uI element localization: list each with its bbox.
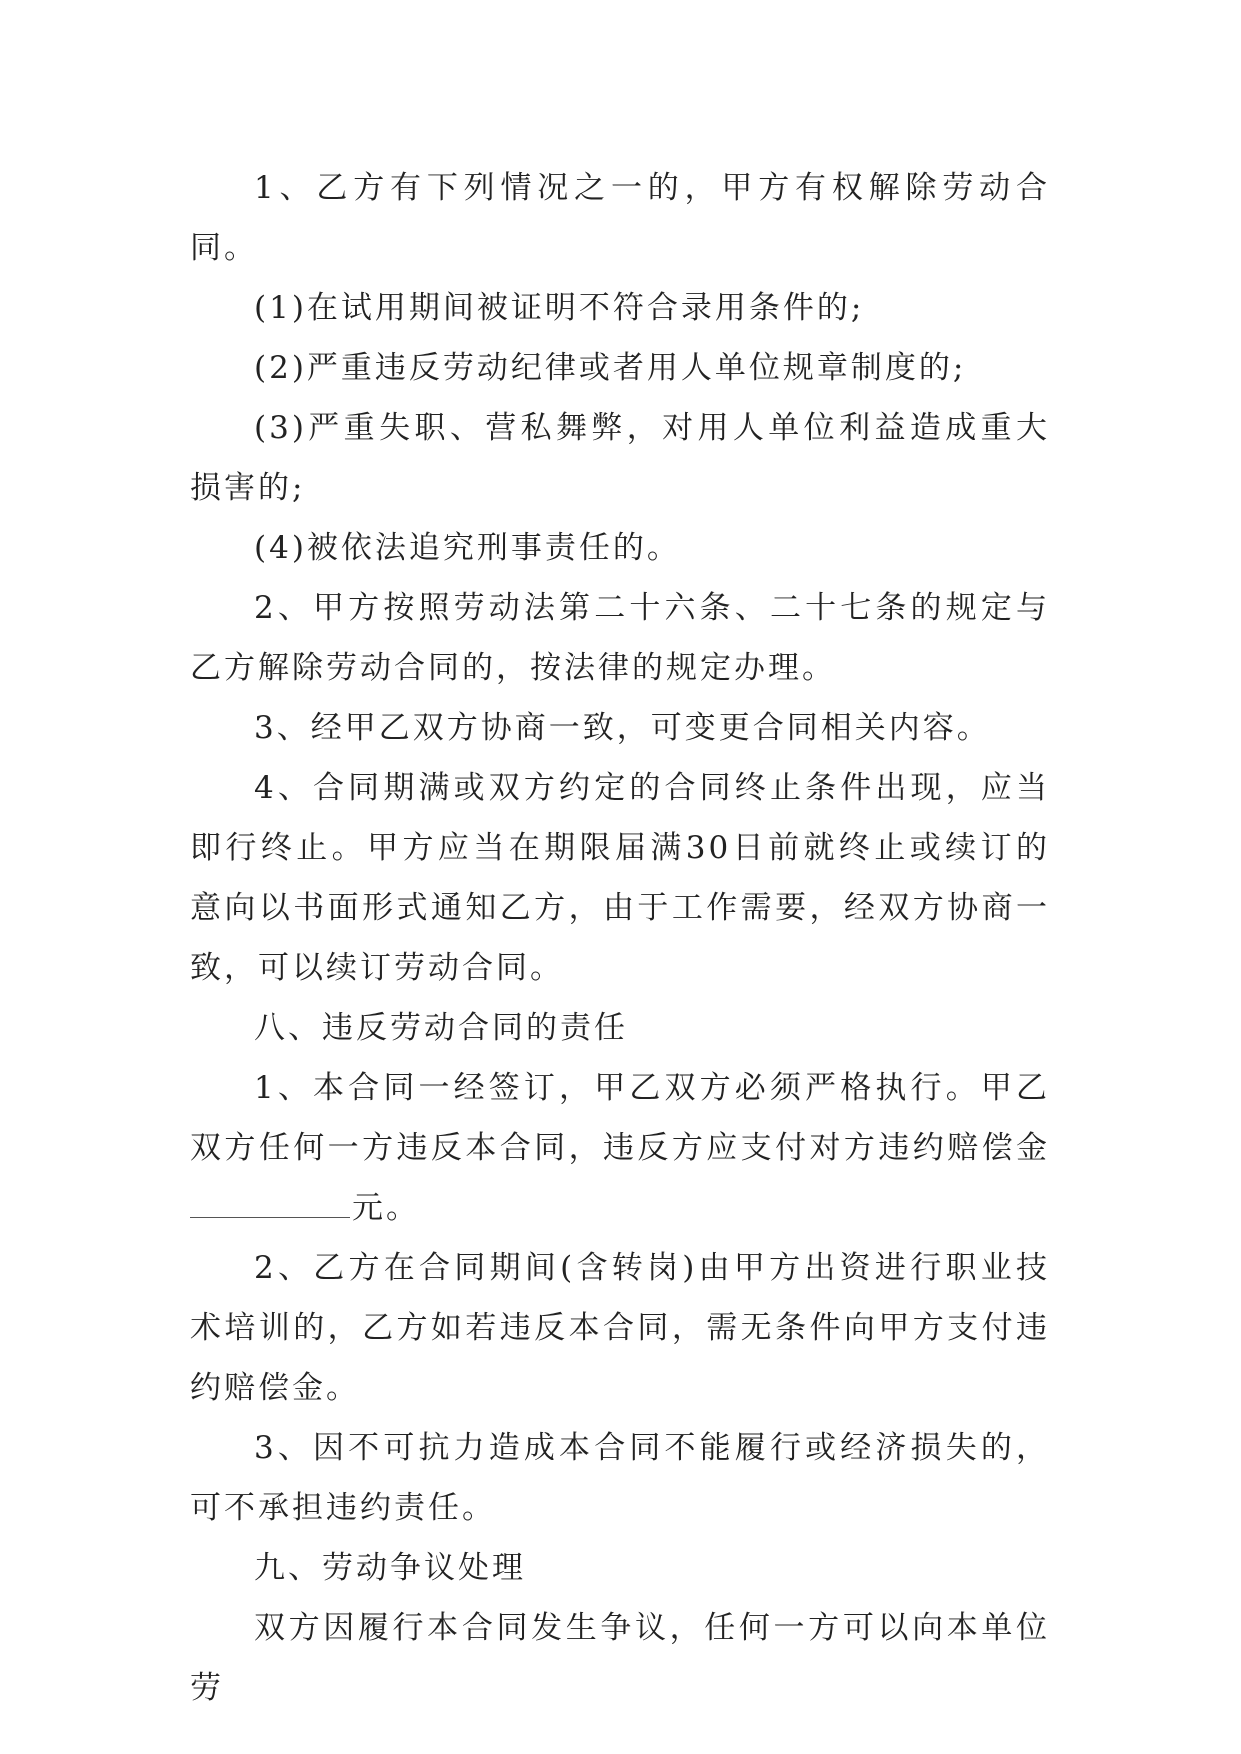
condition-item-1: (1)在试用期间被证明不符合录用条件的; xyxy=(254,290,865,326)
section-8-clause-3: 3、因不可抗力造成本合同不能履行或经济损失的，可不承担违约责任。 xyxy=(190,1430,1050,1526)
section-9-heading: 九、劳动争议处理 xyxy=(254,1550,526,1586)
clause-3-amendment: 3、经甲乙双方协商一致，可变更合同相关内容。 xyxy=(254,710,991,746)
document-body xyxy=(190,158,1050,1718)
clause-1-termination-conditions: 1、乙方有下列情况之一的，甲方有权解除劳动合同。 xyxy=(190,170,1050,266)
clause-2-labor-law: 2、甲方按照劳动法第二十六条、二十七条的规定与乙方解除劳动合同的，按法律的规定办理。 xyxy=(190,590,1050,686)
clause-4-expiration: 4、合同期满或双方约定的合同终止条件出现，应当即行终止。甲方应当在期限届满30日前就终止或续订的意向以书面形式通知乙方，由于工作需要，经双方协商一致，可以续订劳动合同。 xyxy=(190,770,1050,986)
condition-item-4: (4)被依法追究刑事责任的。 xyxy=(254,530,681,566)
condition-item-3: (3)严重失职、营私舞弊，对用人单位利益造成重大损害的; xyxy=(190,410,1050,506)
section-8-clause-1-tail: 元。 xyxy=(352,1190,420,1226)
section-8-clause-1 xyxy=(190,1058,1050,1238)
section-8-clause-2: 2、乙方在合同期间(含转岗)由甲方出资进行职业技术培训的，乙方如若违反本合同，需无条件向甲方支付违约赔偿金。 xyxy=(190,1250,1050,1406)
section-8-clause-1-text: 1、本合同一经签订，甲乙双方必须严格执行。甲乙双方任何一方违反本合同，违反方应支付对方违约赔偿金 xyxy=(190,1070,1050,1166)
amount-blank-line xyxy=(190,1191,350,1218)
section-8-heading: 八、违反劳动合同的责任 xyxy=(254,1010,628,1046)
condition-item-2: (2)严重违反劳动纪律或者用人单位规章制度的; xyxy=(254,350,967,386)
section-9-paragraph: 双方因履行本合同发生争议，任何一方可以向本单位劳 xyxy=(190,1610,1050,1706)
